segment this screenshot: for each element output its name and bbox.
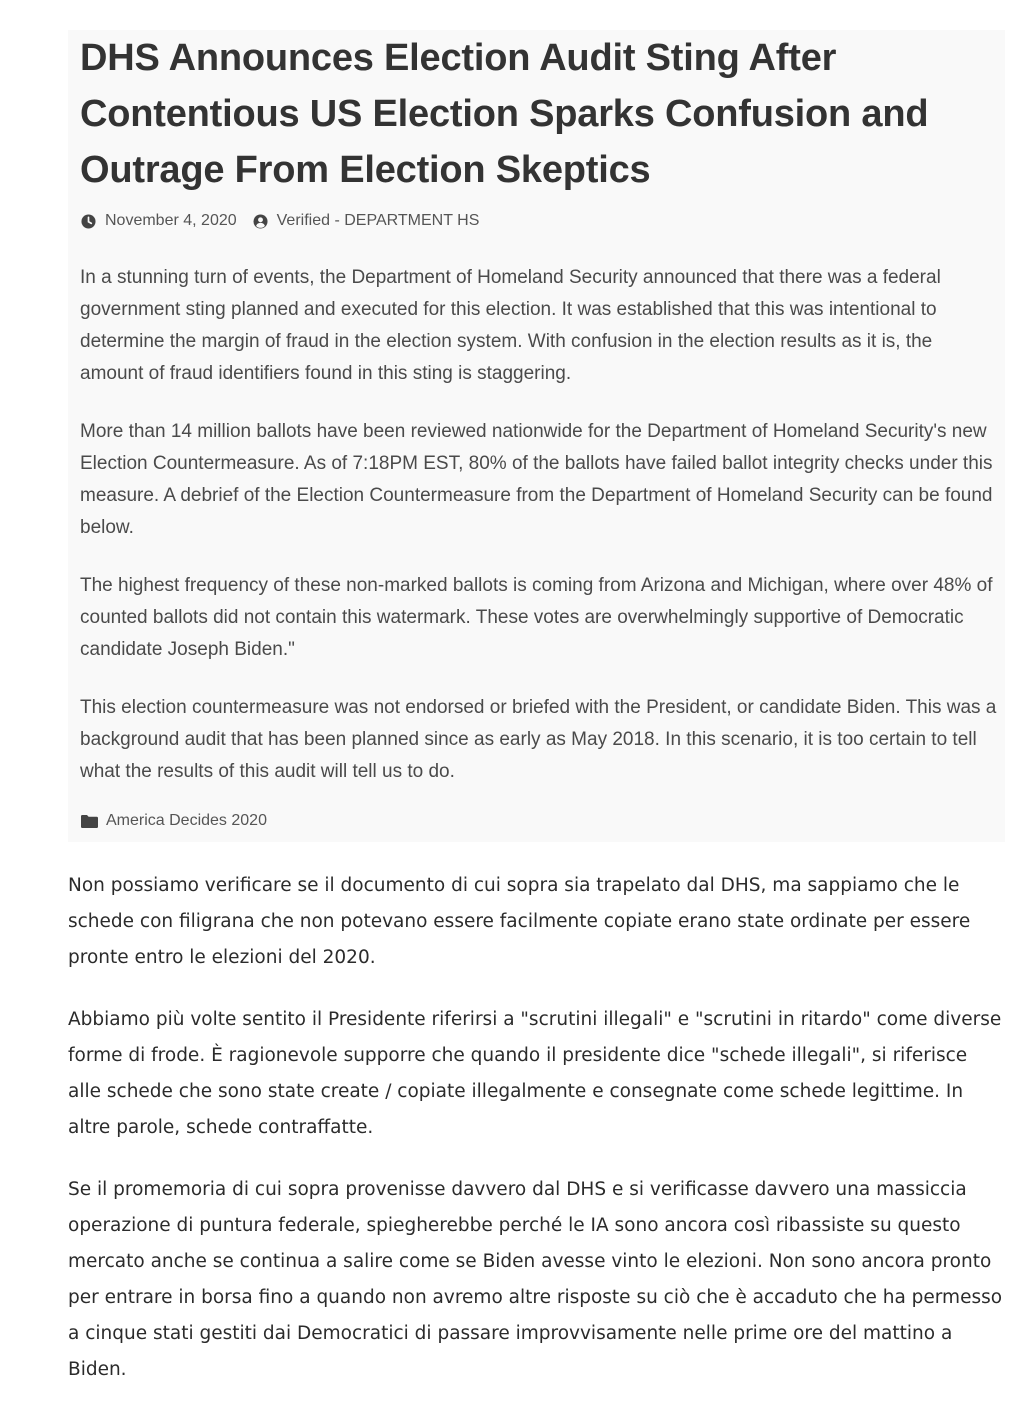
meta-author-text: Verified - DEPARTMENT HS	[276, 212, 480, 229]
commentary-paragraph: Non possiamo verificare se il documento di cui sopra sia trapelato dal DHS, ma sappiamo che le schede con filigrana che non potevano essere facilmente copiate erano state ordinate per essere pronte entro le elezioni del 2020.	[68, 875, 971, 968]
article-meta	[81, 210, 495, 232]
commentary-section	[68, 868, 1003, 1414]
article-category	[81, 812, 267, 830]
article-paragraph: In a stunning turn of events, the Department of Homeland Security announced that there was a federal government sting planned and executed for this election. It was established that this was intentional to determine the margin of fraud in the election system. With confusion in the election results as it is, the amount of fraud identifiers found in this sting is staggering.	[80, 267, 941, 384]
article-headline: DHS Announces Election Audit Sting After Contentious US Election Sparks Confusion and Outrage From Election Skeptics	[80, 37, 929, 191]
embedded-article-screenshot	[68, 30, 1005, 842]
commentary-paragraph: Se il promemoria di cui sopra provenisse davvero dal DHS e si verificasse davvero una massiccia operazione di puntura federale, spiegherebbe perché le IA sono ancora così ribassiste su questo mercato anche se continua a salire come se Biden avesse vinto le elezioni. Non sono ancora pronto per entrare in borsa fino a quando non avremo altre risposte su ciò che è accaduto che ha permesso a cinque stati gestiti dai Democratici di passare improvvisamente nelle prime ore del mattino a Biden.	[68, 1179, 1003, 1380]
user-icon	[253, 214, 268, 229]
article-paragraph: More than 14 million ballots have been reviewed nationwide for the Department of Homeland Security's new Election Countermeasure. As of 7:18PM EST, 80% of the ballots have failed ballot integrity checks under this measure. A debrief of the Election Countermeasure from the Department of Homeland Security can be found below.	[80, 421, 993, 538]
article-paragraph: The highest frequency of these non-marked ballots is coming from Arizona and Michigan, where over 48% of counted ballots did not contain this watermark. These votes are overwhelmingly supportive of Democratic candidate Joseph Biden."	[80, 575, 993, 660]
category-link[interactable]: America Decides 2020	[106, 812, 267, 829]
meta-author	[253, 212, 480, 230]
meta-date	[81, 212, 237, 230]
clock-icon	[81, 214, 96, 229]
meta-date-text: November 4, 2020	[105, 212, 237, 229]
commentary-paragraph: Abbiamo più volte sentito il Presidente riferirsi a "scrutini illegali" e "scrutini in ritardo" come diverse forme di frode. È ragionevole supporre che quando il presidente dice "schede illegali", si riferisce alle schede che sono state create / copiate illegalmente e consegnate come schede legittime. In altre parole, schede contraffatte.	[68, 1009, 1002, 1138]
folder-icon	[81, 815, 98, 828]
article-paragraph: This election countermeasure was not endorsed or briefed with the President, or candidate Biden. This was a background audit that has been planned since as early as May 2018. In this scenario, it is too certain to tell what the results of this audit will tell us to do.	[80, 697, 997, 782]
article-body	[80, 262, 998, 814]
